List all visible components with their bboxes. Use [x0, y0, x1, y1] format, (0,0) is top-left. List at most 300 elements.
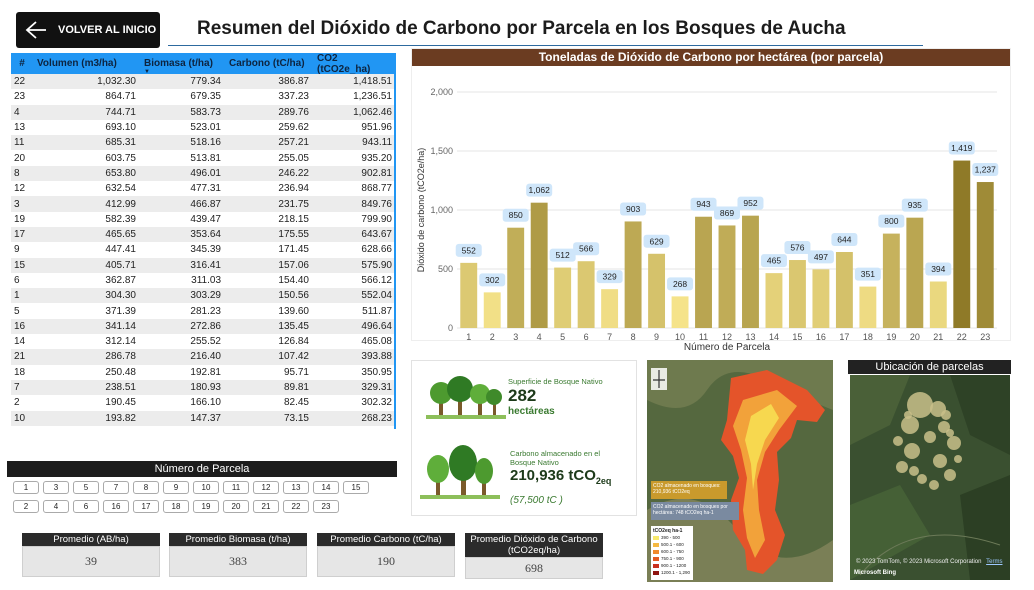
data-label: 1,419: [951, 143, 973, 154]
data-label: 351: [860, 269, 875, 280]
column-header-carbon[interactable]: Carbono (tC/ha): [229, 58, 305, 69]
plot-bubble[interactable]: [901, 416, 919, 434]
table-cell: 412.99: [105, 198, 136, 210]
plot-bubble[interactable]: [941, 410, 951, 420]
map-legend-item: [653, 541, 691, 548]
table-cell: 849.76: [361, 198, 392, 210]
table-cell: 171.45: [278, 244, 309, 256]
x-tick-label: 16: [815, 332, 826, 342]
table-cell: 2: [14, 397, 20, 409]
carbon-tc: (57,500 tC ): [510, 495, 563, 506]
table-row[interactable]: [11, 227, 396, 242]
legend-swatch: [653, 543, 659, 547]
bar-parcel-12: [719, 225, 736, 328]
bar-parcel-3: [507, 228, 524, 328]
parcel-button-19[interactable]: 19: [193, 500, 219, 513]
table-cell: 868.77: [361, 183, 392, 195]
x-tick-label: 5: [560, 332, 566, 342]
data-label: 302: [485, 274, 500, 285]
bar-parcel-4: [531, 203, 548, 328]
surface-label: Superficie de Bosque Nativo: [508, 377, 603, 386]
data-label: 497: [813, 251, 829, 262]
plot-bubble[interactable]: [929, 480, 939, 490]
legend-swatch: [653, 564, 659, 568]
kpi-carbon-value: 190: [317, 546, 455, 577]
legend-swatch: [653, 550, 659, 554]
table-cell: 10: [14, 412, 26, 424]
table-cell: 3: [14, 198, 20, 210]
map-legend-item: [653, 569, 691, 576]
forest-icon: [426, 371, 506, 423]
table-cell: 465.08: [361, 336, 392, 348]
table-cell: 439.47: [190, 213, 221, 225]
table-cell: 255.05: [278, 152, 309, 164]
table-row[interactable]: [11, 181, 396, 196]
x-tick-label: 15: [792, 332, 803, 342]
bar-parcel-9: [648, 254, 665, 328]
table-row[interactable]: [11, 74, 396, 89]
data-label: 576: [790, 242, 805, 253]
title-underline: [168, 45, 923, 46]
table-row[interactable]: [11, 212, 396, 227]
parcel-button-23[interactable]: 23: [313, 500, 339, 513]
table-row[interactable]: [11, 258, 396, 273]
table-cell: 345.39: [190, 244, 221, 256]
kpi-carbon: [317, 533, 455, 577]
kpi-biomass-value: 383: [169, 546, 307, 577]
bar-parcel-13: [742, 216, 759, 328]
bar-parcel-11: [695, 217, 712, 328]
x-tick-label: 18: [862, 332, 873, 342]
table-cell: 238.51: [105, 382, 136, 394]
table-cell: 17: [14, 229, 26, 241]
table-cell: 246.22: [278, 167, 309, 179]
table-row[interactable]: [11, 380, 396, 395]
map-attribution-text: © 2023 TomTom, © 2023 Microsoft Corporation: [856, 559, 982, 565]
sort-desc-icon: ▼: [144, 69, 150, 75]
table-cell: 231.75: [278, 198, 309, 210]
map-legend-item: [653, 548, 691, 555]
column-header-co2[interactable]: CO2 (tCO2e_ha): [317, 52, 371, 75]
bing-logo: Microsoft Bing: [854, 570, 896, 576]
back-to-home-button[interactable]: [16, 12, 160, 48]
x-tick-label: 23: [980, 332, 991, 342]
table-cell: 9: [14, 244, 20, 256]
table-row[interactable]: [11, 89, 396, 104]
table-cell: 653.80: [105, 167, 136, 179]
table-cell: 643.67: [361, 229, 392, 241]
table-cell: 23: [14, 91, 26, 103]
table-cell: 13: [14, 122, 26, 134]
table-row[interactable]: [11, 411, 396, 426]
parcel-button-4[interactable]: 4: [43, 500, 69, 513]
bar-parcel-10: [672, 296, 689, 328]
table-header: [11, 53, 396, 74]
table-cell: 236.94: [278, 183, 309, 195]
table-cell: 21: [14, 351, 26, 363]
table-cell: 393.88: [361, 351, 392, 363]
table-cell: 259.62: [278, 122, 309, 134]
carbon-value: [510, 467, 611, 486]
table-cell: 518.16: [190, 137, 221, 149]
co2-per-ha-box: [651, 502, 739, 520]
map-legend-item: [653, 534, 691, 541]
parcel-button-3[interactable]: 3: [43, 481, 69, 494]
parcel-button-17[interactable]: 17: [133, 500, 159, 513]
table-row[interactable]: [11, 334, 396, 349]
table-cell: 350.95: [361, 366, 392, 378]
table-cell: 864.71: [105, 91, 136, 103]
table-cell: 73.15: [283, 412, 309, 424]
table-cell: 14: [14, 336, 26, 348]
parcel-button-15[interactable]: 15: [343, 481, 369, 494]
table-cell: 552.04: [361, 290, 392, 302]
table-cell: 82.45: [283, 397, 309, 409]
table-cell: 303.29: [190, 290, 221, 302]
data-label: 552: [461, 245, 476, 256]
data-label: 850: [508, 210, 523, 221]
x-tick-label: 1: [466, 332, 472, 342]
table-cell: 304.30: [105, 290, 136, 302]
legend-label: 900.1 - 1200: [661, 563, 687, 568]
table-cell: 180.93: [190, 382, 221, 394]
parcel-button-12[interactable]: 12: [253, 481, 279, 494]
kpi-co2-value: 698: [465, 557, 603, 579]
map-attribution: [856, 559, 1008, 565]
x-tick-label: 8: [630, 332, 636, 342]
map-legend-title: tCO2eq ha-1: [653, 528, 683, 534]
legend-swatch: [653, 557, 659, 561]
parcel-button-20[interactable]: 20: [223, 500, 249, 513]
table-cell: 902.81: [361, 167, 392, 179]
data-label: 903: [625, 203, 641, 214]
bar-parcel-5: [554, 268, 571, 328]
arrow-left-icon: [24, 20, 48, 40]
plot-bubble[interactable]: [924, 431, 936, 443]
table-cell: 166.10: [190, 397, 221, 409]
parcel-button-9[interactable]: 9: [163, 481, 189, 494]
x-tick-label: 22: [956, 332, 967, 342]
plots-location-title: Ubicación de parcelas: [848, 360, 1011, 374]
table-cell: 341.14: [105, 320, 136, 332]
table-cell: 126.84: [278, 336, 309, 348]
table-cell: 386.87: [278, 76, 309, 88]
table-cell: 311.03: [191, 275, 221, 286]
map-terms-link[interactable]: Terms: [986, 559, 1003, 565]
kpi-co2: [465, 533, 603, 581]
x-tick-label: 14: [768, 332, 779, 342]
table-cell: 20: [14, 152, 26, 164]
table-cell: 1,418.51: [353, 76, 392, 88]
parcel-button-13[interactable]: 13: [283, 481, 309, 494]
table-cell: 192.81: [190, 366, 221, 378]
legend-swatch: [653, 536, 659, 540]
legend-label: 390 - 500: [661, 535, 681, 540]
table-cell: 7: [14, 382, 20, 394]
plot-bubble[interactable]: [933, 454, 947, 468]
x-tick-label: 9: [654, 332, 660, 342]
table-row[interactable]: [11, 105, 396, 120]
column-header-number[interactable]: #: [19, 58, 25, 69]
native-forest-card: [411, 360, 637, 516]
table-cell: 1,032.30: [97, 76, 136, 88]
table-cell: 353.64: [190, 229, 221, 241]
table-cell: 190.45: [105, 397, 136, 409]
co2-chart: [411, 48, 1011, 353]
bar-parcel-21: [930, 282, 947, 328]
table-cell: 281.23: [190, 305, 221, 317]
table-cell: 951.96: [361, 122, 392, 134]
bar-parcel-14: [766, 273, 783, 328]
table-cell: 582.39: [105, 213, 136, 225]
parcel-button-10[interactable]: 10: [193, 481, 219, 494]
bar-parcel-23: [977, 182, 994, 328]
table-row[interactable]: [11, 150, 396, 165]
table-row[interactable]: [11, 242, 396, 257]
kpi-ab: [22, 533, 160, 577]
table-cell: 943.11: [362, 137, 392, 149]
table-cell: 250.48: [105, 366, 136, 378]
carbon-value-text: 210,936 tCO: [510, 467, 596, 484]
table-cell: 1,062.46: [353, 106, 392, 118]
bar-parcel-19: [883, 234, 900, 328]
map-legend: [651, 526, 693, 580]
map-legend-items: [653, 534, 691, 576]
x-tick-label: 7: [607, 332, 613, 342]
table-cell: 302.32: [361, 397, 392, 409]
x-tick-label: 3: [513, 332, 519, 342]
table-body: [11, 74, 396, 426]
chart-plot: [412, 66, 1010, 353]
surface-value: 282: [508, 386, 537, 405]
x-tick-label: 12: [721, 332, 733, 342]
data-label: 644: [837, 234, 852, 245]
table-row[interactable]: [11, 365, 396, 380]
table-cell: 139.60: [278, 305, 309, 317]
table-row[interactable]: [11, 135, 396, 150]
plot-bubble[interactable]: [904, 443, 920, 459]
table-cell: 150.56: [278, 290, 309, 302]
kpi-ab-title: Promedio (AB/ha): [22, 533, 160, 546]
table-cell: 1: [14, 290, 20, 302]
table-cell: 779.34: [190, 76, 221, 88]
plot-bubble[interactable]: [904, 411, 912, 419]
table-cell: 685.31: [105, 137, 136, 149]
plot-bubble[interactable]: [944, 469, 956, 481]
kpi-co2-title: Promedio Dióxido de Carbono (tCO2eq/ha): [465, 533, 603, 557]
table-cell: 496.64: [361, 320, 392, 332]
bar-parcel-6: [578, 261, 595, 328]
table-scrollbar[interactable]: [394, 74, 396, 429]
bar-parcel-16: [812, 269, 829, 328]
parcel-button-7[interactable]: 7: [103, 481, 129, 494]
table-cell: 316.41: [190, 259, 221, 271]
table-cell: 799.90: [361, 213, 392, 225]
bar-parcel-17: [836, 252, 853, 328]
parcel-button-11[interactable]: 11: [223, 481, 249, 494]
bar-parcel-2: [484, 292, 501, 328]
x-tick-label: 13: [745, 332, 756, 342]
x-axis-label: Número de Parcela: [683, 342, 771, 353]
table-cell: 496.01: [190, 167, 221, 179]
table-cell: 329.31: [361, 382, 392, 394]
table-cell: 447.41: [105, 244, 136, 256]
data-label: 566: [579, 243, 594, 254]
plot-bubble[interactable]: [917, 474, 927, 484]
table-cell: 575.90: [361, 259, 392, 271]
y-tick-label: 2,000: [430, 87, 453, 97]
table-cell: 744.71: [105, 106, 136, 118]
y-tick-label: 1,000: [430, 205, 453, 215]
y-tick-label: 1,500: [430, 146, 453, 156]
x-tick-label: 17: [839, 332, 850, 342]
table-cell: 465.65: [105, 229, 136, 241]
plot-bubble[interactable]: [896, 461, 908, 473]
x-tick-label: 2: [489, 332, 495, 342]
parcel-slicer-title: Número de Parcela: [7, 461, 397, 477]
table-row[interactable]: [11, 303, 396, 318]
table-cell: 22: [14, 76, 26, 88]
co2-stored-text: CO2 almacenado en bosques: 210,936 tCO2eq: [653, 483, 721, 495]
table-row[interactable]: [11, 319, 396, 334]
table-cell: 1,236.51: [353, 91, 392, 103]
kpi-ab-value: 39: [22, 546, 160, 577]
table-cell: 511.87: [362, 305, 392, 317]
table-cell: 286.78: [105, 351, 136, 363]
carbon-map: [647, 360, 833, 582]
data-label: 329: [602, 271, 617, 282]
y-tick-label: 500: [437, 264, 453, 274]
table-row[interactable]: [11, 273, 396, 288]
table-cell: 8: [14, 167, 20, 179]
parcel-button-18[interactable]: 18: [163, 500, 189, 513]
legend-swatch: [653, 571, 659, 575]
parcel-button-6[interactable]: 6: [73, 500, 99, 513]
plots-location-map[interactable]: [850, 375, 1010, 580]
parcel-button-1[interactable]: 1: [13, 481, 39, 494]
column-header-biomass-label: Biomasa (t/ha): [144, 58, 213, 69]
legend-label: 1200.1 - 1,290: [661, 570, 691, 575]
table-row[interactable]: [11, 120, 396, 135]
x-tick-label: 10: [675, 332, 686, 342]
table-cell: 11: [14, 137, 25, 149]
table-row[interactable]: [11, 349, 396, 364]
bar-parcel-1: [460, 263, 477, 328]
bar-parcel-7: [601, 289, 618, 328]
bar-parcel-20: [906, 218, 923, 328]
y-tick-label: 0: [447, 323, 453, 333]
table-cell: 107.42: [278, 351, 309, 363]
carbon-label: Carbono almacenado en el Bosque Nativo: [510, 449, 601, 467]
column-header-volume[interactable]: Volumen (m3/ha): [37, 58, 117, 69]
table-cell: 628.66: [361, 244, 392, 256]
bar-parcel-18: [859, 287, 876, 328]
table-cell: 477.31: [190, 183, 221, 195]
table-row[interactable]: [11, 166, 396, 181]
table-cell: 632.54: [105, 183, 136, 195]
table-cell: 16: [14, 320, 26, 332]
table-row[interactable]: [11, 196, 396, 211]
x-tick-label: 11: [698, 332, 709, 342]
legend-label: 600.1 - 750: [661, 549, 684, 554]
tree-icon: [420, 443, 500, 501]
table-row[interactable]: [11, 395, 396, 410]
bar-parcel-15: [789, 260, 806, 328]
kpi-biomass-title: Promedio Biomasa (t/ha): [169, 533, 307, 546]
table-cell: 19: [14, 213, 26, 225]
table-cell: 157.06: [278, 259, 309, 271]
table-cell: 193.82: [105, 412, 136, 424]
surface-unit: hectáreas: [508, 406, 555, 417]
parcel-button-21[interactable]: 21: [253, 500, 279, 513]
table-cell: 272.86: [190, 320, 221, 332]
table-cell: 18: [14, 366, 26, 378]
plot-bubble[interactable]: [947, 436, 961, 450]
table-cell: 513.81: [190, 152, 221, 164]
parcel-button-14[interactable]: 14: [313, 481, 339, 494]
plot-bubble[interactable]: [954, 455, 962, 463]
table-cell: 466.87: [190, 198, 221, 210]
table-cell: 147.37: [190, 412, 221, 424]
plot-bubbles: [850, 375, 1010, 580]
x-tick-label: 4: [536, 332, 542, 342]
table-cell: 523.01: [190, 122, 221, 134]
kpi-biomass: [169, 533, 307, 577]
bar-parcel-8: [625, 221, 642, 328]
table-cell: 216.40: [190, 351, 221, 363]
table-cell: 5: [14, 305, 20, 317]
column-header-biomass[interactable]: [140, 58, 225, 75]
table-row[interactable]: [11, 288, 396, 303]
x-tick-label: 19: [886, 332, 897, 342]
table-cell: 566.12: [361, 275, 392, 286]
parcel-button-8[interactable]: 8: [133, 481, 159, 494]
table-cell: 289.76: [278, 106, 309, 118]
x-tick-label: 20: [909, 332, 920, 342]
plot-bubble[interactable]: [946, 429, 954, 437]
chart-title: Toneladas de Dióxido de Carbono por hectárea (por parcela): [412, 49, 1010, 66]
table-cell: 255.52: [190, 336, 221, 348]
data-label: 800: [884, 216, 899, 227]
table-cell: 362.87: [105, 275, 136, 286]
parcel-button-22[interactable]: 22: [283, 500, 309, 513]
parcel-button-2[interactable]: 2: [13, 500, 39, 513]
plot-bubble[interactable]: [893, 436, 903, 446]
bar-parcel-22: [953, 161, 970, 328]
legend-label: 500.1 - 600: [661, 542, 684, 547]
table-cell: 175.55: [278, 229, 309, 241]
map-legend-item: [653, 562, 691, 569]
parcel-table: [11, 53, 396, 426]
carbon-value-sub: 2eq: [595, 476, 612, 486]
table-cell: 154.40: [278, 275, 309, 286]
table-cell: 337.23: [278, 91, 309, 103]
data-label: 943: [696, 199, 711, 210]
table-cell: 135.45: [278, 320, 309, 332]
table-cell: 405.71: [105, 259, 136, 271]
co2-stored-box: [651, 481, 727, 499]
x-tick-label: 21: [933, 332, 944, 342]
co2-per-ha-text: CO2 almacenado en bosques por hectárea: 748 tCO2eq ha-1: [653, 504, 728, 516]
data-label: 935: [907, 200, 922, 211]
data-label: 512: [555, 250, 570, 261]
parcel-button-5[interactable]: 5: [73, 481, 99, 494]
plot-bubble[interactable]: [909, 466, 919, 476]
data-label: 1,237: [974, 164, 996, 175]
table-cell: 218.15: [278, 213, 309, 225]
table-cell: 693.10: [105, 122, 136, 134]
parcel-button-16[interactable]: 16: [103, 500, 129, 513]
